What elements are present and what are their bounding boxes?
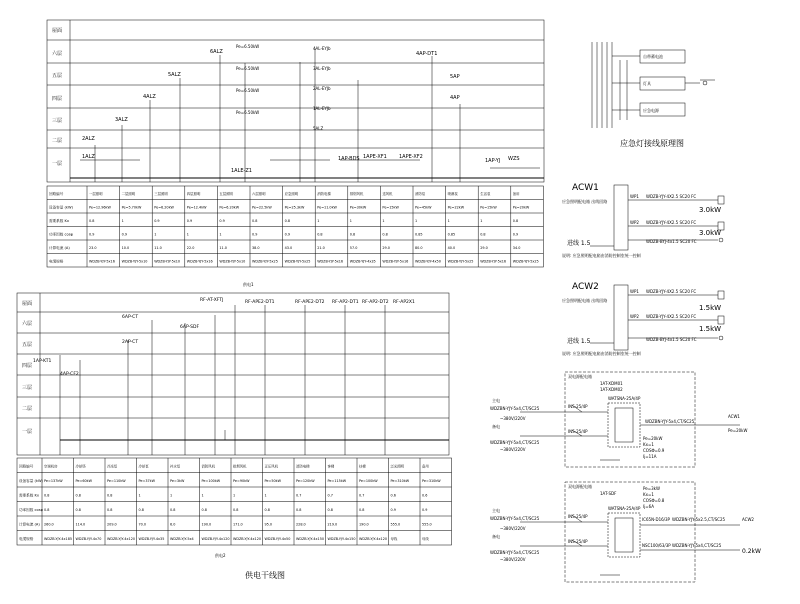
emerg-label-3: 应急电源 bbox=[643, 108, 659, 113]
floor-label: 三层 bbox=[52, 118, 63, 124]
table-cell: 0.9 bbox=[512, 232, 519, 237]
ats1-label-top: 主电 bbox=[492, 398, 500, 403]
power-label: Pe=6.50kW bbox=[236, 66, 260, 71]
table-cell: WDZB-YJY-4x70 bbox=[75, 536, 102, 541]
table-cell: 40.0 bbox=[447, 245, 456, 250]
table-row-header: 需要系数 Kx bbox=[49, 218, 70, 223]
table-cell: 扶梯 bbox=[359, 464, 366, 469]
ats2-feed-bottom: WDZBN-YJY-5x4,CT/SC25 bbox=[490, 550, 540, 555]
floor-label: 二层 bbox=[22, 406, 33, 412]
table-cell: 消防风机 bbox=[201, 464, 216, 469]
table-cell: 11.0 bbox=[154, 245, 162, 250]
table-cell: WDZB-YJY-5x16 bbox=[382, 259, 409, 264]
acw2-c2-cable: WDZB-YJY-4X2.5 SC20 FC bbox=[646, 314, 697, 319]
table-cell: 23.0 bbox=[89, 245, 97, 250]
table-cell: 555.0 bbox=[422, 522, 432, 527]
table-cell: 1 bbox=[170, 493, 173, 498]
table-cell: 0.8 bbox=[296, 507, 302, 512]
table-cell: Pe=3kW bbox=[170, 478, 185, 483]
table-cell: 泛光照明 bbox=[390, 464, 405, 469]
panel-label: RF-AP2-DT1 bbox=[332, 300, 359, 305]
table-cell: 209.0 bbox=[107, 522, 117, 527]
table-cell: WDZB-YJY-5x10 bbox=[154, 259, 181, 264]
panel-label: 1APE-XF2 bbox=[399, 154, 423, 160]
panel-label: 6AP-SDF bbox=[180, 325, 200, 330]
floor-label: 一层 bbox=[52, 161, 63, 167]
acw2-c2-id: WP2 bbox=[630, 314, 639, 319]
table-row-header: 功率因数 cosφ bbox=[49, 232, 73, 237]
power-label: Pe=6.50kW bbox=[236, 88, 260, 93]
ats1-param-2: COSΦ=0.9 bbox=[643, 448, 665, 453]
table-cell: WDZB-YJY-5x16 bbox=[480, 259, 507, 264]
table-row-header: 需要系数 Kx bbox=[19, 493, 40, 498]
table-cell: 29.0 bbox=[480, 245, 488, 250]
table-cell: 1 bbox=[138, 493, 141, 498]
ats1-out-cable: WDZBN-YJY-5x4,CT/SC25 bbox=[645, 419, 695, 424]
table-cell: 57.0 bbox=[349, 245, 358, 250]
acw1-panel-note: 应急照明配电箱 出线回路 bbox=[562, 199, 608, 204]
ats2-breaker1: INS-25/4P bbox=[568, 514, 588, 519]
table-cell: 21.0 bbox=[317, 245, 325, 250]
acw1-c2-cable: WDZB-YJY-4X2.5 SC20 FC bbox=[646, 220, 697, 225]
table-row-header: 电缆规格 bbox=[19, 536, 34, 541]
ats1-ats: WATSNA-25A/4P bbox=[608, 396, 641, 401]
table-cell: 母线 bbox=[390, 536, 398, 541]
acw1-c1-cable: WDZB-YJY-4X2.5 SC20 FC bbox=[646, 194, 697, 199]
table-cell: 260.0 bbox=[44, 522, 54, 527]
ats1-out-id: ACW1 bbox=[728, 414, 740, 419]
ats1-phase2: ~380V/220V bbox=[500, 447, 526, 452]
table-cell: Pe=20kW bbox=[512, 205, 530, 210]
table-cell: WDZB-YJY-5x16 bbox=[317, 259, 344, 264]
table-cell: 母线 bbox=[422, 536, 429, 541]
acw1-title: ACW1 bbox=[572, 183, 599, 193]
floor-label: 屋面 bbox=[52, 28, 63, 34]
floor-label: 二层 bbox=[52, 138, 63, 144]
table-row-header: 电缆规格 bbox=[49, 259, 64, 264]
table-cell: WDZB-YJY-4x35 bbox=[349, 259, 376, 264]
table-cell: 二层照明 bbox=[121, 191, 136, 196]
table-cell: 171.0 bbox=[233, 522, 243, 527]
ats1-phase1: ~380V/220V bbox=[500, 416, 526, 421]
ats2-ats: WATSNA-25A/4P bbox=[608, 506, 641, 511]
table-cell: 6.0 bbox=[170, 522, 176, 527]
table-cell: 1 bbox=[480, 218, 483, 223]
panel-label: 1APE-XF1 bbox=[363, 154, 387, 160]
acw1-c2-id: WP2 bbox=[630, 220, 639, 225]
table-cell: 10.0 bbox=[121, 245, 130, 250]
table-row-header: 计算电流 (A) bbox=[49, 245, 70, 250]
ats2-out1-cable: WDZBN-YJY-5x2.5,CT/SC25 bbox=[672, 517, 726, 522]
table-cell: 0.8 bbox=[382, 232, 388, 237]
panel-label: 4ALZ bbox=[143, 94, 156, 100]
ats1-label-bottom: 备电 bbox=[492, 424, 500, 429]
table-cell: 1 bbox=[233, 493, 236, 498]
table-cell: Pe=37kW bbox=[138, 478, 155, 483]
ats1-breaker1: INS-25/4P bbox=[568, 404, 588, 409]
table-cell: 0.8 bbox=[107, 493, 113, 498]
sub-label: 4AL-EYJb bbox=[313, 46, 331, 51]
acw2-note: 说明: 应急照明配电箱由消防控制室统一控制 bbox=[562, 351, 641, 356]
ats2-out2-breaker: NSC100/63/3P bbox=[642, 543, 671, 548]
table-cell: 0.8 bbox=[89, 218, 95, 223]
table-cell: 冷冻泵 bbox=[107, 464, 118, 469]
table-cell: 0.9 bbox=[219, 218, 225, 223]
table-cell: 送风机 bbox=[382, 191, 393, 196]
ats1-out-power: Pe=20kW bbox=[728, 428, 748, 433]
ats1-param-0: Pe=20kW bbox=[643, 436, 663, 441]
table-cell: Pe=137kW bbox=[44, 478, 63, 483]
bottom-title: 供电干线图 bbox=[245, 571, 285, 580]
table-cell: 0.8 bbox=[317, 232, 323, 237]
acw2-c2-power: 1.5kW bbox=[699, 325, 722, 333]
panel-label: 1AP-KT1 bbox=[33, 359, 52, 364]
panel-label: 4AP-CF2 bbox=[60, 372, 79, 377]
emerg-label-2: 灯具 bbox=[643, 81, 651, 86]
table-cell: 0.8 bbox=[107, 507, 113, 512]
table-cell: 219.0 bbox=[327, 522, 338, 527]
table-cell: 备用 bbox=[422, 464, 429, 469]
table-cell: Pe=110kW bbox=[107, 478, 126, 483]
acw1-c3-cable: WDZB-BYJ-4x1.5 SC20 FC bbox=[646, 239, 697, 244]
table-cell: 1 bbox=[121, 218, 124, 223]
table-cell: 生活泵 bbox=[480, 191, 491, 196]
table-row-header: 功率因数 cosφ bbox=[19, 507, 43, 512]
panel-label: 1ALE-Z1 bbox=[231, 168, 252, 174]
table-cell: 1 bbox=[186, 232, 189, 237]
table-cell: 0.9 bbox=[121, 232, 128, 237]
floor-label: 六层 bbox=[22, 321, 33, 327]
ats1-feed-bottom: WDZBN-YJY-5x4,CT/SC25 bbox=[490, 440, 540, 445]
table-cell: WDZB-YJY-4x185 bbox=[44, 536, 73, 541]
panel-label: RF-AP2X1 bbox=[393, 300, 415, 305]
ats2-breaker2: INS-25/4P bbox=[568, 539, 588, 544]
table-cell: Pe=120kW bbox=[296, 478, 315, 483]
ats1-param-1: Kx=1 bbox=[643, 442, 654, 447]
table-cell: 114.0 bbox=[75, 522, 86, 527]
table-cell: 排烟风机 bbox=[233, 464, 247, 469]
table-cell: WDZB-YJY-4x35 bbox=[138, 536, 165, 541]
table-cell: 1 bbox=[349, 218, 352, 223]
ats2-out2-power: 0.2kW bbox=[742, 548, 761, 555]
table-cell: WDZB-YJY-5x16 bbox=[186, 259, 213, 264]
table-cell: 555.0 bbox=[390, 522, 401, 527]
ats2-label-bottom: 备电 bbox=[492, 534, 500, 539]
panel-label: 5AP bbox=[450, 74, 460, 80]
table-cell: 43.0 bbox=[284, 245, 293, 250]
panel-label: 2AP-CT bbox=[122, 340, 139, 345]
panel-label: RF-APE2-DT1 bbox=[245, 300, 275, 305]
table-row-header: 计算电流 (A) bbox=[19, 522, 40, 527]
panel-label: 1AP-YJ bbox=[485, 158, 501, 164]
ats2-out1-breaker: IC65N-D16/3P bbox=[642, 517, 670, 522]
table-cell: Pe=100kW bbox=[359, 478, 378, 483]
table-cell: Pe=90kW bbox=[233, 478, 250, 483]
ats1-header: 双电源配电箱 bbox=[568, 374, 592, 379]
table-cell: 0.9 bbox=[186, 218, 193, 223]
ats2-param-1: Kx=1 bbox=[643, 492, 654, 497]
table-cell: 0.7 bbox=[296, 493, 302, 498]
table-cell: 95.0 bbox=[264, 522, 273, 527]
panel-label: 2ALZ bbox=[82, 136, 95, 142]
power-label: Pe=6.50kW bbox=[236, 44, 260, 49]
ats1-param-3: Ij=11A bbox=[643, 454, 657, 459]
floor-label: 四层 bbox=[22, 363, 33, 369]
table-cell: 0.6 bbox=[390, 493, 396, 498]
table-cell: 0.9 bbox=[390, 507, 396, 512]
ats1-box-id: 1AT-XDM01 bbox=[600, 381, 623, 386]
acw2-title: ACW2 bbox=[572, 282, 599, 292]
sub-label: 3AL-EYJb bbox=[313, 66, 331, 71]
table-cell: 喷淋泵 bbox=[447, 191, 458, 196]
table-cell: 1 bbox=[447, 218, 450, 223]
panel-label: 1ALZ bbox=[82, 154, 95, 160]
table-cell: Pe=115kW bbox=[327, 478, 347, 483]
table-cell: Pe=6.20kW bbox=[154, 205, 174, 210]
table-cell: 80.0 bbox=[415, 245, 423, 250]
ats2-header: 双电源配电箱 bbox=[568, 484, 592, 489]
floor-label: 三层 bbox=[22, 385, 33, 391]
floor-label: 五层 bbox=[52, 73, 63, 79]
table-row-header: 回路编号 bbox=[19, 464, 34, 469]
acw2-incoming: 进线 1.5 bbox=[567, 338, 591, 345]
table-cell: Pe=25.3kW bbox=[284, 205, 305, 210]
table-cell: 六层照明 bbox=[252, 191, 266, 196]
table-cell: 0.8 bbox=[359, 507, 365, 512]
floor-label: 五层 bbox=[22, 342, 33, 348]
table-cell: 0.8 bbox=[284, 218, 291, 223]
table-cell: WDZB-YJY-4x150 bbox=[327, 536, 356, 541]
table-cell: Pe=15kW bbox=[480, 205, 497, 210]
table-cell: 备用 bbox=[512, 191, 520, 196]
sub-label: 2AL-EYJb bbox=[313, 86, 331, 91]
floor-label: 一层 bbox=[22, 429, 33, 435]
table-cell: 0.8 bbox=[44, 507, 50, 512]
table-cell: 消防泵 bbox=[415, 191, 426, 196]
panel-label: 6AP-CT bbox=[122, 315, 139, 320]
table-cell: 应急照明 bbox=[284, 191, 299, 196]
acw2-c1-id: WP1 bbox=[630, 289, 639, 294]
table-cell: 190.0 bbox=[201, 522, 212, 527]
table-cell: 冷却泵 bbox=[138, 464, 149, 469]
table-cell: WDZB-YJY-5x10 bbox=[121, 259, 148, 264]
acw2-c1-power: 1.5kW bbox=[699, 304, 722, 312]
table-cell: Pe=6.20kW bbox=[219, 205, 240, 210]
table-cell: WDZB-YJY-4x50 bbox=[264, 536, 291, 541]
table-cell: Pe=30kW bbox=[349, 205, 367, 210]
ats2-param-2: COSΦ=0.8 bbox=[643, 498, 665, 503]
table-cell: 0.8 bbox=[75, 493, 81, 498]
table-cell: Pe=5.70kW bbox=[121, 205, 142, 210]
emerg-label-1: 自带蓄电池 bbox=[643, 54, 663, 59]
acw1-c1-power: 3.0kW bbox=[699, 206, 722, 214]
table-cell: 0.9 bbox=[284, 232, 291, 237]
table-cell: 228.0 bbox=[296, 522, 306, 527]
table-cell: 三层照明 bbox=[154, 191, 168, 196]
ats2-phase2: ~380V/220V bbox=[500, 557, 526, 562]
table-cell: 0.8 bbox=[264, 507, 270, 512]
floor-label: 四层 bbox=[52, 96, 63, 102]
table-cell: WDZB-YJY-5x25 bbox=[512, 259, 539, 264]
table-cell: 38.0 bbox=[252, 245, 260, 250]
ats1-feed-top: WDZBN-YJY-5x4,CT/SC25 bbox=[490, 406, 540, 411]
panel-label: WZS bbox=[508, 156, 520, 162]
table-cell: WDZB-YJY-5x25 bbox=[284, 259, 311, 264]
ats2-param-3: Ij=6A bbox=[643, 504, 654, 509]
table-cell: 1 bbox=[317, 218, 320, 223]
table-cell: 70.0 bbox=[138, 522, 147, 527]
table-cell: 排烟风机 bbox=[349, 191, 364, 196]
acw2-c3-cable: WDZB-BYJ-4x1.5 SC20 FC bbox=[646, 337, 697, 342]
table-cell: Pe=12.96kW bbox=[89, 205, 111, 210]
table-cell: 0.8 bbox=[44, 493, 50, 498]
floor-label: 屋面 bbox=[22, 301, 33, 307]
table-cell: 22.0 bbox=[186, 245, 195, 250]
table-cell: 0.7 bbox=[327, 493, 333, 498]
panel-label: RF-APE2-DT2 bbox=[295, 300, 325, 305]
table-cell: 1 bbox=[154, 232, 157, 237]
table-cell: 四层照明 bbox=[186, 191, 201, 196]
sub-label: 1AL-EYJb bbox=[313, 106, 331, 111]
panel-label: 4AP-DT1 bbox=[416, 51, 438, 57]
table-cell: 0.9 bbox=[154, 218, 160, 223]
table-row-header: 设备容量 (kW) bbox=[19, 478, 43, 483]
table-cell: Pe=45kW bbox=[415, 205, 432, 210]
table-cell: 0.8 bbox=[252, 218, 258, 223]
table-cell: 空调机房 bbox=[44, 464, 58, 469]
floor-label: 六层 bbox=[52, 51, 63, 57]
table-cell: WDZB-YJY-5x4 bbox=[170, 536, 194, 541]
table-row-header: 设备容量 (kW) bbox=[49, 205, 73, 210]
ats1-breaker2: INS-25/4P bbox=[568, 429, 588, 434]
table-cell: WDZB-YJY-4x50 bbox=[415, 259, 441, 264]
table-cell: 0.8 bbox=[75, 507, 81, 512]
table-cell: 冷却塔 bbox=[75, 464, 86, 469]
ats2-out1-id: ACW2 bbox=[742, 517, 754, 522]
ats1-box-id2: 1AT-XDM02 bbox=[600, 387, 623, 392]
table-cell: Pe=310kW bbox=[390, 478, 410, 483]
table-cell: 五层照明 bbox=[219, 191, 233, 196]
table-cell: WDZB-YJY-4x120 bbox=[359, 536, 388, 541]
table-cell: 一层照明 bbox=[89, 191, 103, 196]
table-cell: Pe=310kW bbox=[422, 478, 441, 483]
table-cell: 0.8 bbox=[480, 232, 486, 237]
table-cell: 0.8 bbox=[327, 507, 333, 512]
top-caption: 供电1 bbox=[243, 282, 254, 287]
table-cell: 1 bbox=[219, 232, 222, 237]
table-cell: Pe=11.0kW bbox=[317, 205, 337, 210]
table-cell: 190.0 bbox=[359, 522, 369, 527]
panel-label: RF-AP2-DT2 bbox=[362, 300, 389, 305]
sub-label: 5ALZ bbox=[313, 126, 324, 131]
table-cell: 0.8 bbox=[233, 507, 239, 512]
bottom-caption: 供电2 bbox=[215, 553, 226, 558]
table-cell: WDZB-YJY-4x120 bbox=[107, 536, 136, 541]
table-cell: 0.8 bbox=[349, 232, 356, 237]
ats2-feed-top: WDZBN-YJY-5x4,CT/SC25 bbox=[490, 516, 540, 521]
table-cell: 1 bbox=[415, 218, 418, 223]
panel-label: 3ALZ bbox=[115, 117, 128, 123]
table-cell: WDZB-YJY-5x25 bbox=[447, 259, 474, 264]
emergency-title: 应急灯接线原理图 bbox=[620, 139, 684, 148]
table-cell: Pe=60kW bbox=[75, 478, 92, 483]
table-cell: 消防电梯 bbox=[296, 464, 310, 469]
table-cell: Pe=12.4kW bbox=[186, 205, 207, 210]
acw1-c2-power: 3.0kW bbox=[699, 229, 722, 237]
table-cell: 0.9 bbox=[89, 232, 95, 237]
acw1-incoming: 进线 1.5 bbox=[567, 240, 591, 247]
table-cell: WDZB-YJY-5x16 bbox=[89, 259, 115, 264]
panel-label: 4AP bbox=[450, 95, 460, 101]
table-cell: 消防电梯 bbox=[317, 191, 331, 196]
table-cell: 34.0 bbox=[512, 245, 521, 250]
table-cell: 0.85 bbox=[415, 232, 423, 237]
panel-label: 1AP-BDS bbox=[338, 156, 360, 162]
table-cell: 客梯 bbox=[327, 464, 335, 469]
table-cell: 1 bbox=[264, 493, 267, 498]
table-cell: 正压风机 bbox=[264, 464, 279, 469]
panel-label: 6ALZ bbox=[210, 49, 223, 55]
table-cell: WDZB-YJY-4x120 bbox=[233, 536, 262, 541]
table-cell: Pe=22.5kW bbox=[252, 205, 272, 210]
panel-label: 5ALZ bbox=[168, 72, 181, 78]
table-cell: 0.8 bbox=[512, 218, 519, 223]
table-cell: 0.8 bbox=[138, 507, 144, 512]
table-cell: WDZB-YJY-4x150 bbox=[296, 536, 325, 541]
table-cell: 补水泵 bbox=[170, 464, 181, 469]
table-cell: 0.85 bbox=[447, 232, 456, 237]
table-cell: 0.9 bbox=[252, 232, 258, 237]
panel-label: RF-AT-XFTJ bbox=[200, 298, 224, 303]
table-cell: WDZB-YJY-4x120 bbox=[201, 536, 230, 541]
table-cell: 1 bbox=[201, 493, 204, 498]
table-cell: 1 bbox=[382, 218, 385, 223]
table-cell: 0.8 bbox=[170, 507, 176, 512]
table-cell: 11.0 bbox=[219, 245, 227, 250]
table-cell: Pe=50kW bbox=[264, 478, 281, 483]
acw1-note: 说明: 应急照明配电箱由消防控制室统一控制 bbox=[562, 253, 641, 258]
table-cell: 0.8 bbox=[201, 507, 207, 512]
ats2-box-id: 1AT-SDF bbox=[600, 491, 617, 496]
table-cell: 0.6 bbox=[422, 493, 428, 498]
table-cell: 0.9 bbox=[422, 507, 428, 512]
power-label: Pe=6.50kW bbox=[236, 110, 260, 115]
acw2-c1-cable: WDZB-YJY-4X2.5 SC20 FC bbox=[646, 289, 697, 294]
acw2-panel-note: 应急照明配电箱 出线回路 bbox=[562, 298, 608, 303]
ats2-label-top: 主电 bbox=[492, 508, 500, 513]
table-cell: Pe=15kW bbox=[382, 205, 399, 210]
table-cell: 29.0 bbox=[382, 245, 390, 250]
table-row-header: 回路编号 bbox=[49, 191, 64, 196]
acw1-c1-id: WP1 bbox=[630, 194, 639, 199]
ats2-phase1: ~380V/220V bbox=[500, 526, 526, 531]
table-cell: Pe=22kW bbox=[447, 205, 465, 210]
table-cell: WDZB-YJY-5x25 bbox=[252, 259, 278, 264]
table-cell: Pe=100kW bbox=[201, 478, 221, 483]
ats2-param-0: Pe=3kW bbox=[643, 486, 660, 491]
ats2-out2-cable: WDZBN-YJY-5x4,CT/SC25 bbox=[672, 543, 722, 548]
table-cell: WDZB-YJY-5x10 bbox=[219, 259, 246, 264]
table-cell: 0.7 bbox=[359, 493, 365, 498]
